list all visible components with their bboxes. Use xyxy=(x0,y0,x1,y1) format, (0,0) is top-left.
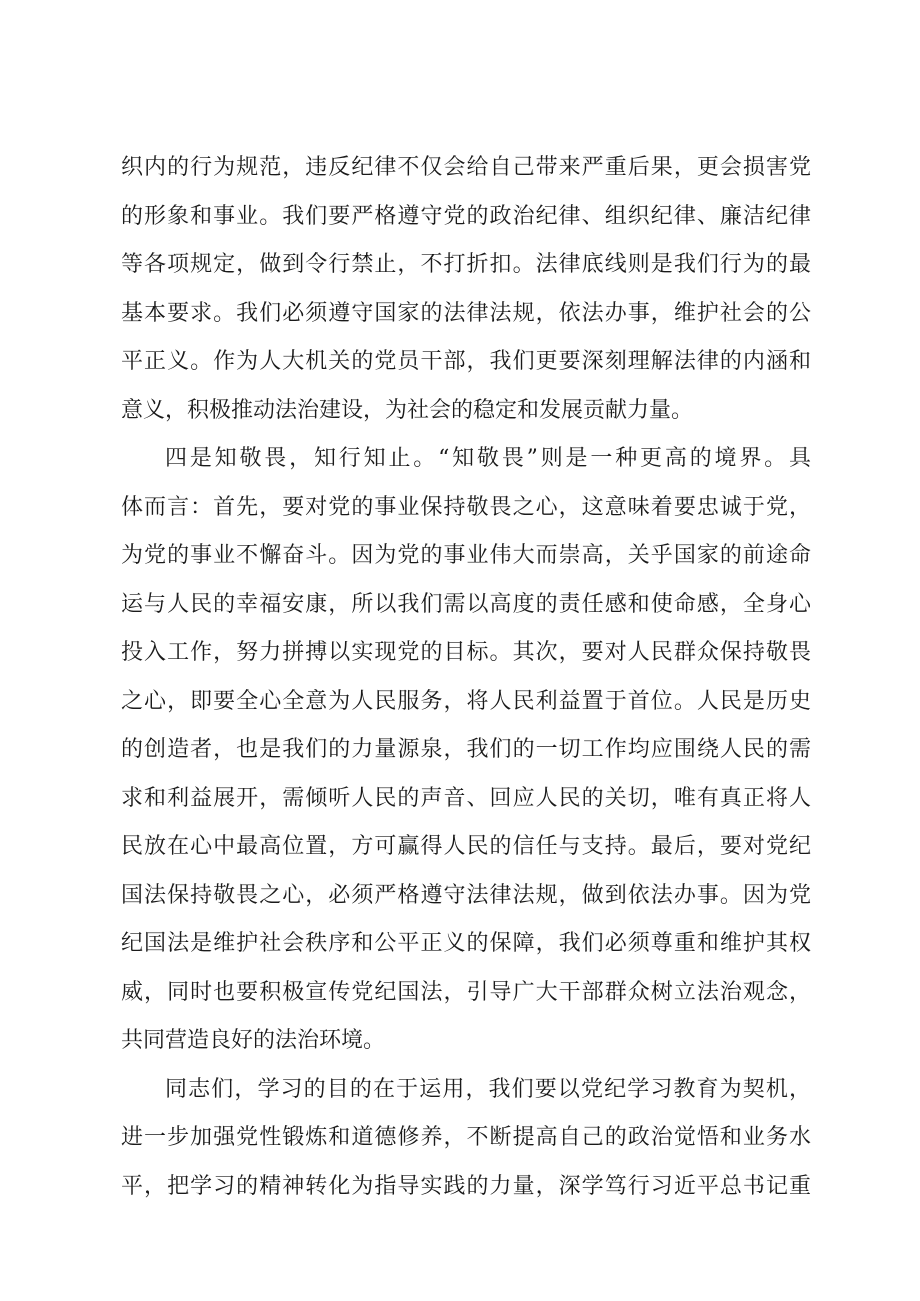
text-line: 基本要求。我们必须遵守国家的法律法规，依法办事，维护社会的公 xyxy=(121,300,811,326)
text-line: 四是知敬畏，知行知止。“知敬畏”则是一种更高的境界。具 xyxy=(165,446,811,471)
text-line: 民放在心中最高位置，方可赢得人民的信任与支持。最后，要对党纪 xyxy=(121,834,811,859)
text-line: 求和利益展开，需倾听人民的声音、回应人民的关切，唯有真正将人 xyxy=(121,785,811,811)
text-line: 之心，即要全心全意为人民服务，将人民利益置于首位。人民是历史 xyxy=(121,688,811,714)
text-line: 织内的行为规范，违反纪律不仅会给自己带来严重后果，更会损害党 xyxy=(121,155,811,180)
text-line: 共同营造良好的法治环境。 xyxy=(121,1028,386,1053)
text-line: 威，同时也要积极宣传党纪国法，引导广大干部群众树立法治观念， xyxy=(121,979,811,1005)
text-line: 为党的事业不懈奋斗。因为党的事业伟大而崇高，关乎国家的前途命 xyxy=(121,543,811,568)
text-line: 体而言：首先，要对党的事业保持敬畏之心，这意味着要忠诚于党， xyxy=(121,494,811,520)
text-line: 平正义。作为人大机关的党员干部，我们更要深刻理解法律的内涵和 xyxy=(121,349,811,374)
text-line: 投入工作，努力拼搏以实现党的目标。其次，要对人民群众保持敬畏 xyxy=(121,640,811,665)
paragraph-know-reverence xyxy=(121,435,811,1066)
text-line: 的形象和事业。我们要严格遵守党的政治纪律、组织纪律、廉洁纪律 xyxy=(121,203,811,229)
text-line: 纪国法是维护社会秩序和公平正义的保障，我们必须尊重和维护其权 xyxy=(121,931,811,956)
text-line: 国法保持敬畏之心，必须严格遵守法律法规，做到依法办事。因为党 xyxy=(121,882,811,908)
document-body xyxy=(121,144,811,1211)
paragraph-comrades xyxy=(121,1066,811,1212)
text-line: 意义，积极推动法治建设，为社会的稳定和发展贡献力量。 xyxy=(121,397,694,423)
text-line: 同志们，学习的目的在于运用，我们要以党纪学习教育为契机， xyxy=(165,1076,811,1102)
text-line: 平，把学习的精神转化为指导实践的力量，深学笃行习近平总书记重 xyxy=(121,1173,811,1199)
text-line: 的创造者，也是我们的力量源泉，我们的一切工作均应围绕人民的需 xyxy=(121,737,811,762)
text-line: 进一步加强党性锻炼和道德修养，不断提高自己的政治觉悟和业务水 xyxy=(121,1125,811,1150)
paragraph-discipline-and-law xyxy=(121,144,811,435)
text-line: 等各项规定，做到令行禁止，不打折扣。法律底线则是我们行为的最 xyxy=(121,252,811,277)
text-line: 运与人民的幸福安康，所以我们需以高度的责任感和使命感，全身心 xyxy=(121,591,811,617)
